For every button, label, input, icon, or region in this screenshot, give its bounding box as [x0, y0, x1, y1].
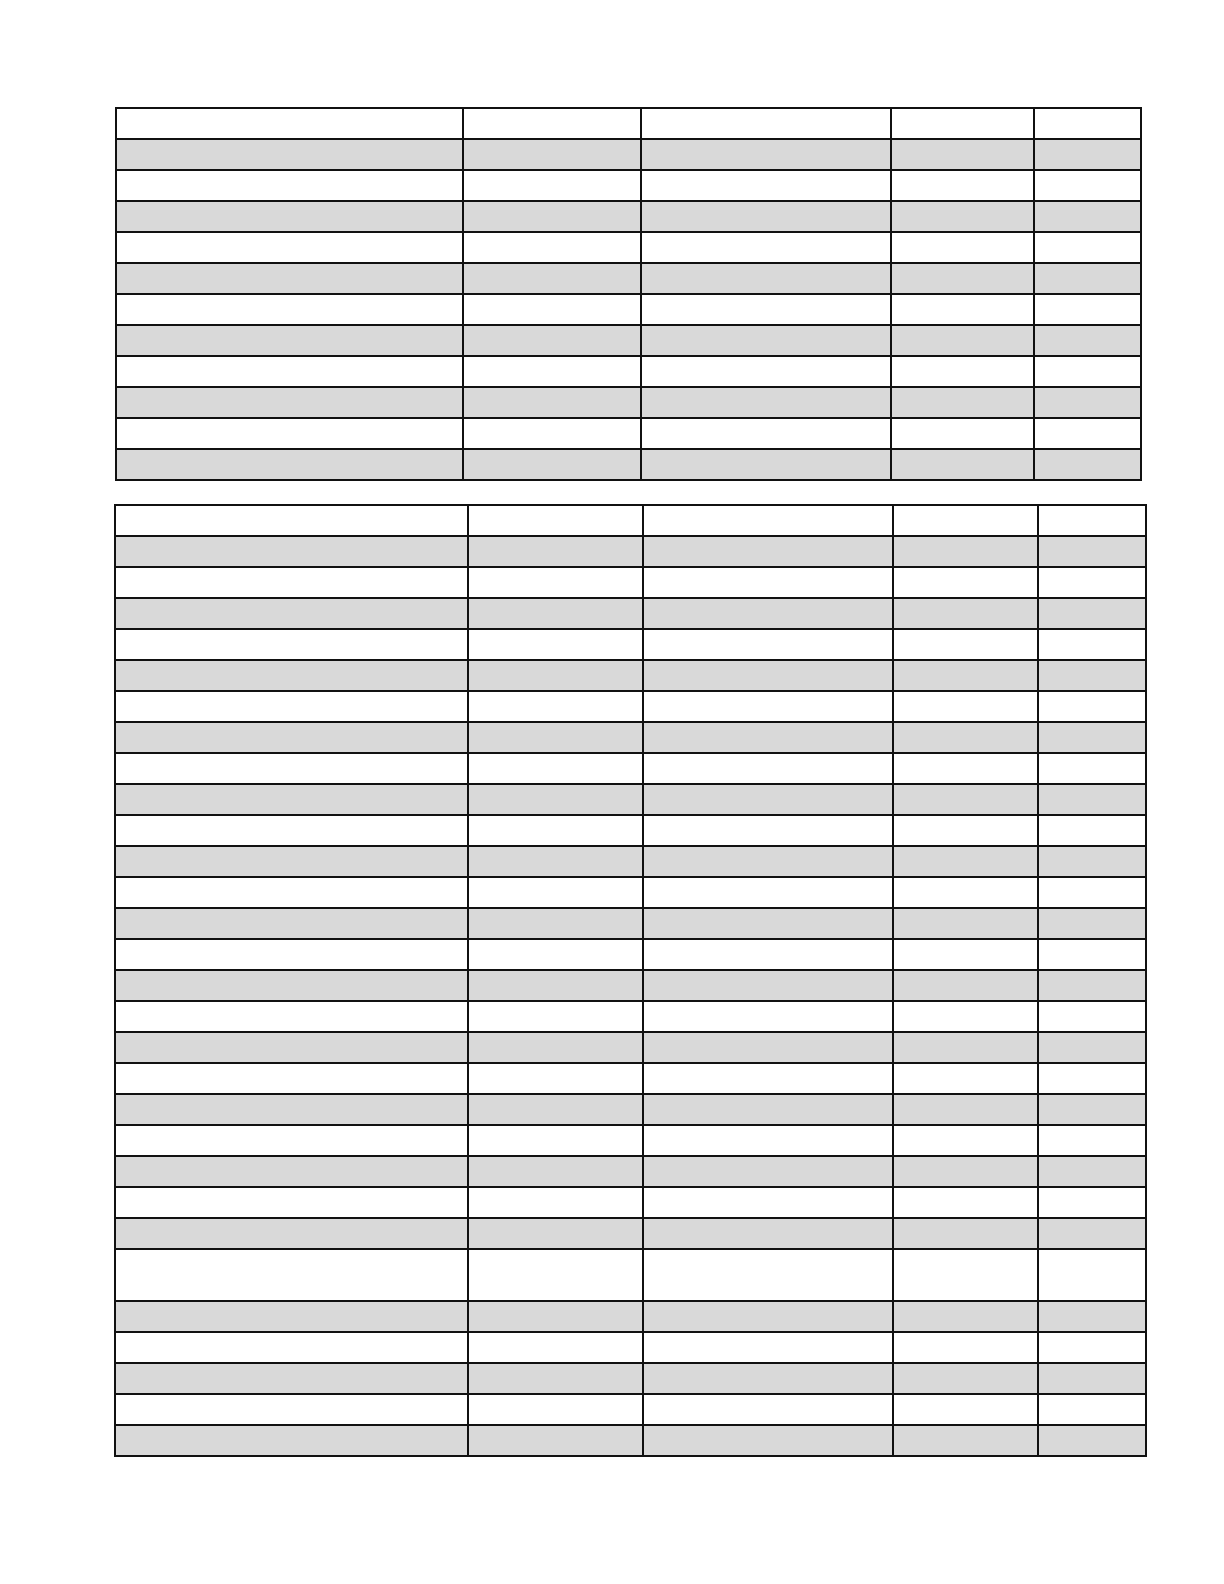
table-cell [463, 387, 641, 418]
table-cell [891, 294, 1034, 325]
table-cell [893, 505, 1038, 536]
table-cell [641, 325, 891, 356]
table-cell [115, 1063, 468, 1094]
table-cell [893, 1301, 1038, 1332]
table-cell [115, 722, 468, 753]
table-cell [1038, 1249, 1146, 1301]
table-cell [1034, 387, 1141, 418]
table-cell [115, 567, 468, 598]
table-cell [468, 691, 643, 722]
table-cell [893, 660, 1038, 691]
table-cell [463, 108, 641, 139]
table-cell [643, 691, 893, 722]
table-row [115, 629, 1146, 660]
table-cell [463, 294, 641, 325]
table-cell [643, 505, 893, 536]
table-cell [891, 325, 1034, 356]
table-cell [468, 722, 643, 753]
table-cell [643, 753, 893, 784]
table-cell [891, 139, 1034, 170]
table-cell [893, 1332, 1038, 1363]
table-cell [1034, 232, 1141, 263]
table-cell [1038, 1187, 1146, 1218]
table-cell [643, 1425, 893, 1456]
table-cell [893, 908, 1038, 939]
table-cell [643, 1001, 893, 1032]
table-cell [468, 629, 643, 660]
table-cell [116, 356, 463, 387]
table-cell [1034, 449, 1141, 480]
table-row [115, 1187, 1146, 1218]
table-cell [641, 356, 891, 387]
table-cell [463, 201, 641, 232]
table-row [115, 1156, 1146, 1187]
table-cell [1038, 1032, 1146, 1063]
table-row [115, 815, 1146, 846]
table-cell [1034, 294, 1141, 325]
table-cell [1034, 170, 1141, 201]
table-cell [643, 1394, 893, 1425]
table-cell [468, 1218, 643, 1249]
table-cell [1038, 815, 1146, 846]
table-row [115, 1332, 1146, 1363]
table-cell [643, 660, 893, 691]
table-cell [641, 263, 891, 294]
table-cell [643, 784, 893, 815]
table-cell [1038, 536, 1146, 567]
table-row [116, 325, 1141, 356]
table-cell [468, 939, 643, 970]
table-cell [1034, 356, 1141, 387]
table-cell [893, 1218, 1038, 1249]
table-row [115, 1394, 1146, 1425]
table-row [116, 387, 1141, 418]
table-row [115, 598, 1146, 629]
table-cell [641, 232, 891, 263]
table-cell [463, 418, 641, 449]
table-row [115, 691, 1146, 722]
table-cell [115, 815, 468, 846]
table-cell [468, 1394, 643, 1425]
table-cell [468, 505, 643, 536]
table-cell [891, 108, 1034, 139]
table-row [116, 356, 1141, 387]
table-cell [1034, 201, 1141, 232]
table-cell [468, 784, 643, 815]
table-cell [641, 170, 891, 201]
table-cell [641, 108, 891, 139]
table-cell [1034, 325, 1141, 356]
table-cell [116, 108, 463, 139]
table-cell [468, 1425, 643, 1456]
table-row [116, 139, 1141, 170]
table-cell [116, 139, 463, 170]
table-cell [1038, 505, 1146, 536]
table-cell [116, 294, 463, 325]
table-cell [116, 387, 463, 418]
table-row [115, 567, 1146, 598]
table-cell [893, 567, 1038, 598]
table-row [115, 846, 1146, 877]
table-cell [468, 815, 643, 846]
table-cell [891, 201, 1034, 232]
table-cell [643, 1094, 893, 1125]
table-cell [893, 1249, 1038, 1301]
table-cell [1038, 567, 1146, 598]
table-cell [891, 387, 1034, 418]
table-cell [893, 1187, 1038, 1218]
table-cell [643, 1063, 893, 1094]
table-cell [893, 1032, 1038, 1063]
table-cell [468, 908, 643, 939]
table-cell [891, 170, 1034, 201]
table-cell [115, 846, 468, 877]
table-cell [468, 877, 643, 908]
table-cell [115, 1094, 468, 1125]
table-cell [893, 722, 1038, 753]
table-cell [115, 1394, 468, 1425]
table-cell [1038, 1001, 1146, 1032]
table-cell [468, 1001, 643, 1032]
table-cell [463, 263, 641, 294]
table-cell [1038, 877, 1146, 908]
table-cell [641, 387, 891, 418]
table-cell [641, 294, 891, 325]
table-cell [468, 1363, 643, 1394]
table-cell [891, 263, 1034, 294]
table-cell [468, 753, 643, 784]
table-cell [643, 1249, 893, 1301]
table-cell [115, 1187, 468, 1218]
table-cell [1038, 629, 1146, 660]
table-row [115, 1094, 1146, 1125]
table-row [116, 418, 1141, 449]
table-cell [115, 1125, 468, 1156]
table-row [115, 1125, 1146, 1156]
table-cell [1034, 263, 1141, 294]
table-cell [643, 1332, 893, 1363]
table-row [116, 232, 1141, 263]
table-cell [643, 536, 893, 567]
table-cell [1038, 722, 1146, 753]
table-cell [893, 536, 1038, 567]
table-row [115, 536, 1146, 567]
table-cell [643, 567, 893, 598]
table-cell [893, 846, 1038, 877]
table-row [115, 939, 1146, 970]
table-cell [641, 139, 891, 170]
table-cell [893, 815, 1038, 846]
table-cell [1038, 1363, 1146, 1394]
table-cell [115, 1001, 468, 1032]
table-cell [468, 1094, 643, 1125]
table-row [115, 877, 1146, 908]
table-cell [1034, 139, 1141, 170]
table-row [115, 660, 1146, 691]
table-cell [463, 232, 641, 263]
table-cell [893, 1156, 1038, 1187]
table-cell [1038, 1125, 1146, 1156]
table-cell [115, 1301, 468, 1332]
table-cell [1038, 784, 1146, 815]
table-cell [1038, 1156, 1146, 1187]
table-cell [643, 1218, 893, 1249]
table-cell [1038, 660, 1146, 691]
table-cell [643, 722, 893, 753]
table-cell [1038, 846, 1146, 877]
table-cell [115, 1032, 468, 1063]
table-row [115, 753, 1146, 784]
table-cell [893, 970, 1038, 1001]
table-row [116, 449, 1141, 480]
table-cell [643, 908, 893, 939]
table-cell [115, 753, 468, 784]
table-cell [893, 629, 1038, 660]
table-cell [643, 846, 893, 877]
table-row [115, 1032, 1146, 1063]
table-row [116, 170, 1141, 201]
table-cell [115, 784, 468, 815]
table-cell [643, 877, 893, 908]
table-cell [116, 170, 463, 201]
table-cell [115, 970, 468, 1001]
table-row [115, 1425, 1146, 1456]
table-cell [893, 877, 1038, 908]
table-cell [1038, 1332, 1146, 1363]
table-cell [893, 1125, 1038, 1156]
table-cell [1038, 939, 1146, 970]
table-cell [893, 598, 1038, 629]
table-cell [641, 449, 891, 480]
table-cell [643, 1125, 893, 1156]
table-cell [1038, 1218, 1146, 1249]
table-row [115, 1363, 1146, 1394]
table-cell [643, 815, 893, 846]
table-cell [116, 418, 463, 449]
top-table-body [116, 108, 1141, 480]
table-cell [468, 567, 643, 598]
table-cell [115, 1332, 468, 1363]
table-cell [468, 660, 643, 691]
table-row [115, 1249, 1146, 1301]
table-cell [463, 449, 641, 480]
table-cell [115, 939, 468, 970]
table-cell [1038, 1063, 1146, 1094]
table-cell [641, 201, 891, 232]
table-cell [1038, 753, 1146, 784]
table-cell [1038, 970, 1146, 1001]
table-cell [116, 201, 463, 232]
bottom-table-body [115, 505, 1146, 1456]
table-cell [116, 449, 463, 480]
table-cell [468, 1249, 643, 1301]
table-row [115, 970, 1146, 1001]
table-row [116, 294, 1141, 325]
table-cell [1038, 1094, 1146, 1125]
table-row [115, 908, 1146, 939]
table-cell [115, 908, 468, 939]
table-cell [468, 1187, 643, 1218]
table-cell [643, 939, 893, 970]
table-cell [1038, 598, 1146, 629]
table-cell [116, 232, 463, 263]
table-cell [116, 263, 463, 294]
table-cell [463, 170, 641, 201]
table-row [115, 784, 1146, 815]
bottom-table [114, 504, 1147, 1457]
table-cell [893, 1425, 1038, 1456]
table-row [115, 1218, 1146, 1249]
table-cell [893, 1063, 1038, 1094]
table-cell [115, 660, 468, 691]
table-cell [643, 1363, 893, 1394]
table-cell [893, 939, 1038, 970]
table-cell [468, 1301, 643, 1332]
table-cell [893, 1363, 1038, 1394]
table-cell [893, 784, 1038, 815]
table-cell [643, 1156, 893, 1187]
table-cell [893, 1094, 1038, 1125]
table-cell [893, 753, 1038, 784]
table-cell [468, 536, 643, 567]
table-row [116, 263, 1141, 294]
top-table [115, 107, 1142, 481]
table-cell [893, 1394, 1038, 1425]
table-cell [115, 505, 468, 536]
table-cell [643, 1301, 893, 1332]
table-row [115, 1001, 1146, 1032]
table-cell [468, 846, 643, 877]
table-cell [115, 1249, 468, 1301]
table-cell [468, 1032, 643, 1063]
table-cell [1038, 1394, 1146, 1425]
table-cell [115, 536, 468, 567]
table-cell [116, 325, 463, 356]
table-cell [463, 325, 641, 356]
table-cell [643, 629, 893, 660]
table-cell [1038, 908, 1146, 939]
table-row [115, 722, 1146, 753]
table-cell [463, 356, 641, 387]
table-cell [643, 1187, 893, 1218]
table-cell [468, 1063, 643, 1094]
table-cell [1038, 1425, 1146, 1456]
table-row [115, 1301, 1146, 1332]
table-cell [468, 1125, 643, 1156]
table-cell [641, 418, 891, 449]
table-cell [643, 970, 893, 1001]
table-cell [468, 598, 643, 629]
table-cell [115, 877, 468, 908]
table-cell [115, 1156, 468, 1187]
table-cell [891, 449, 1034, 480]
table-cell [1038, 691, 1146, 722]
table-cell [891, 418, 1034, 449]
table-cell [891, 356, 1034, 387]
table-row [115, 1063, 1146, 1094]
table-cell [115, 598, 468, 629]
table-cell [115, 629, 468, 660]
table-cell [1038, 1301, 1146, 1332]
table-cell [115, 1363, 468, 1394]
table-cell [115, 1218, 468, 1249]
table-row [116, 108, 1141, 139]
table-cell [643, 1032, 893, 1063]
table-cell [468, 1156, 643, 1187]
table-row [115, 505, 1146, 536]
table-cell [893, 1001, 1038, 1032]
table-cell [891, 232, 1034, 263]
table-cell [463, 139, 641, 170]
table-cell [468, 970, 643, 1001]
table-cell [1034, 108, 1141, 139]
table-cell [468, 1332, 643, 1363]
table-cell [643, 598, 893, 629]
table-cell [115, 1425, 468, 1456]
table-row [116, 201, 1141, 232]
table-cell [115, 691, 468, 722]
table-cell [893, 691, 1038, 722]
table-cell [1034, 418, 1141, 449]
